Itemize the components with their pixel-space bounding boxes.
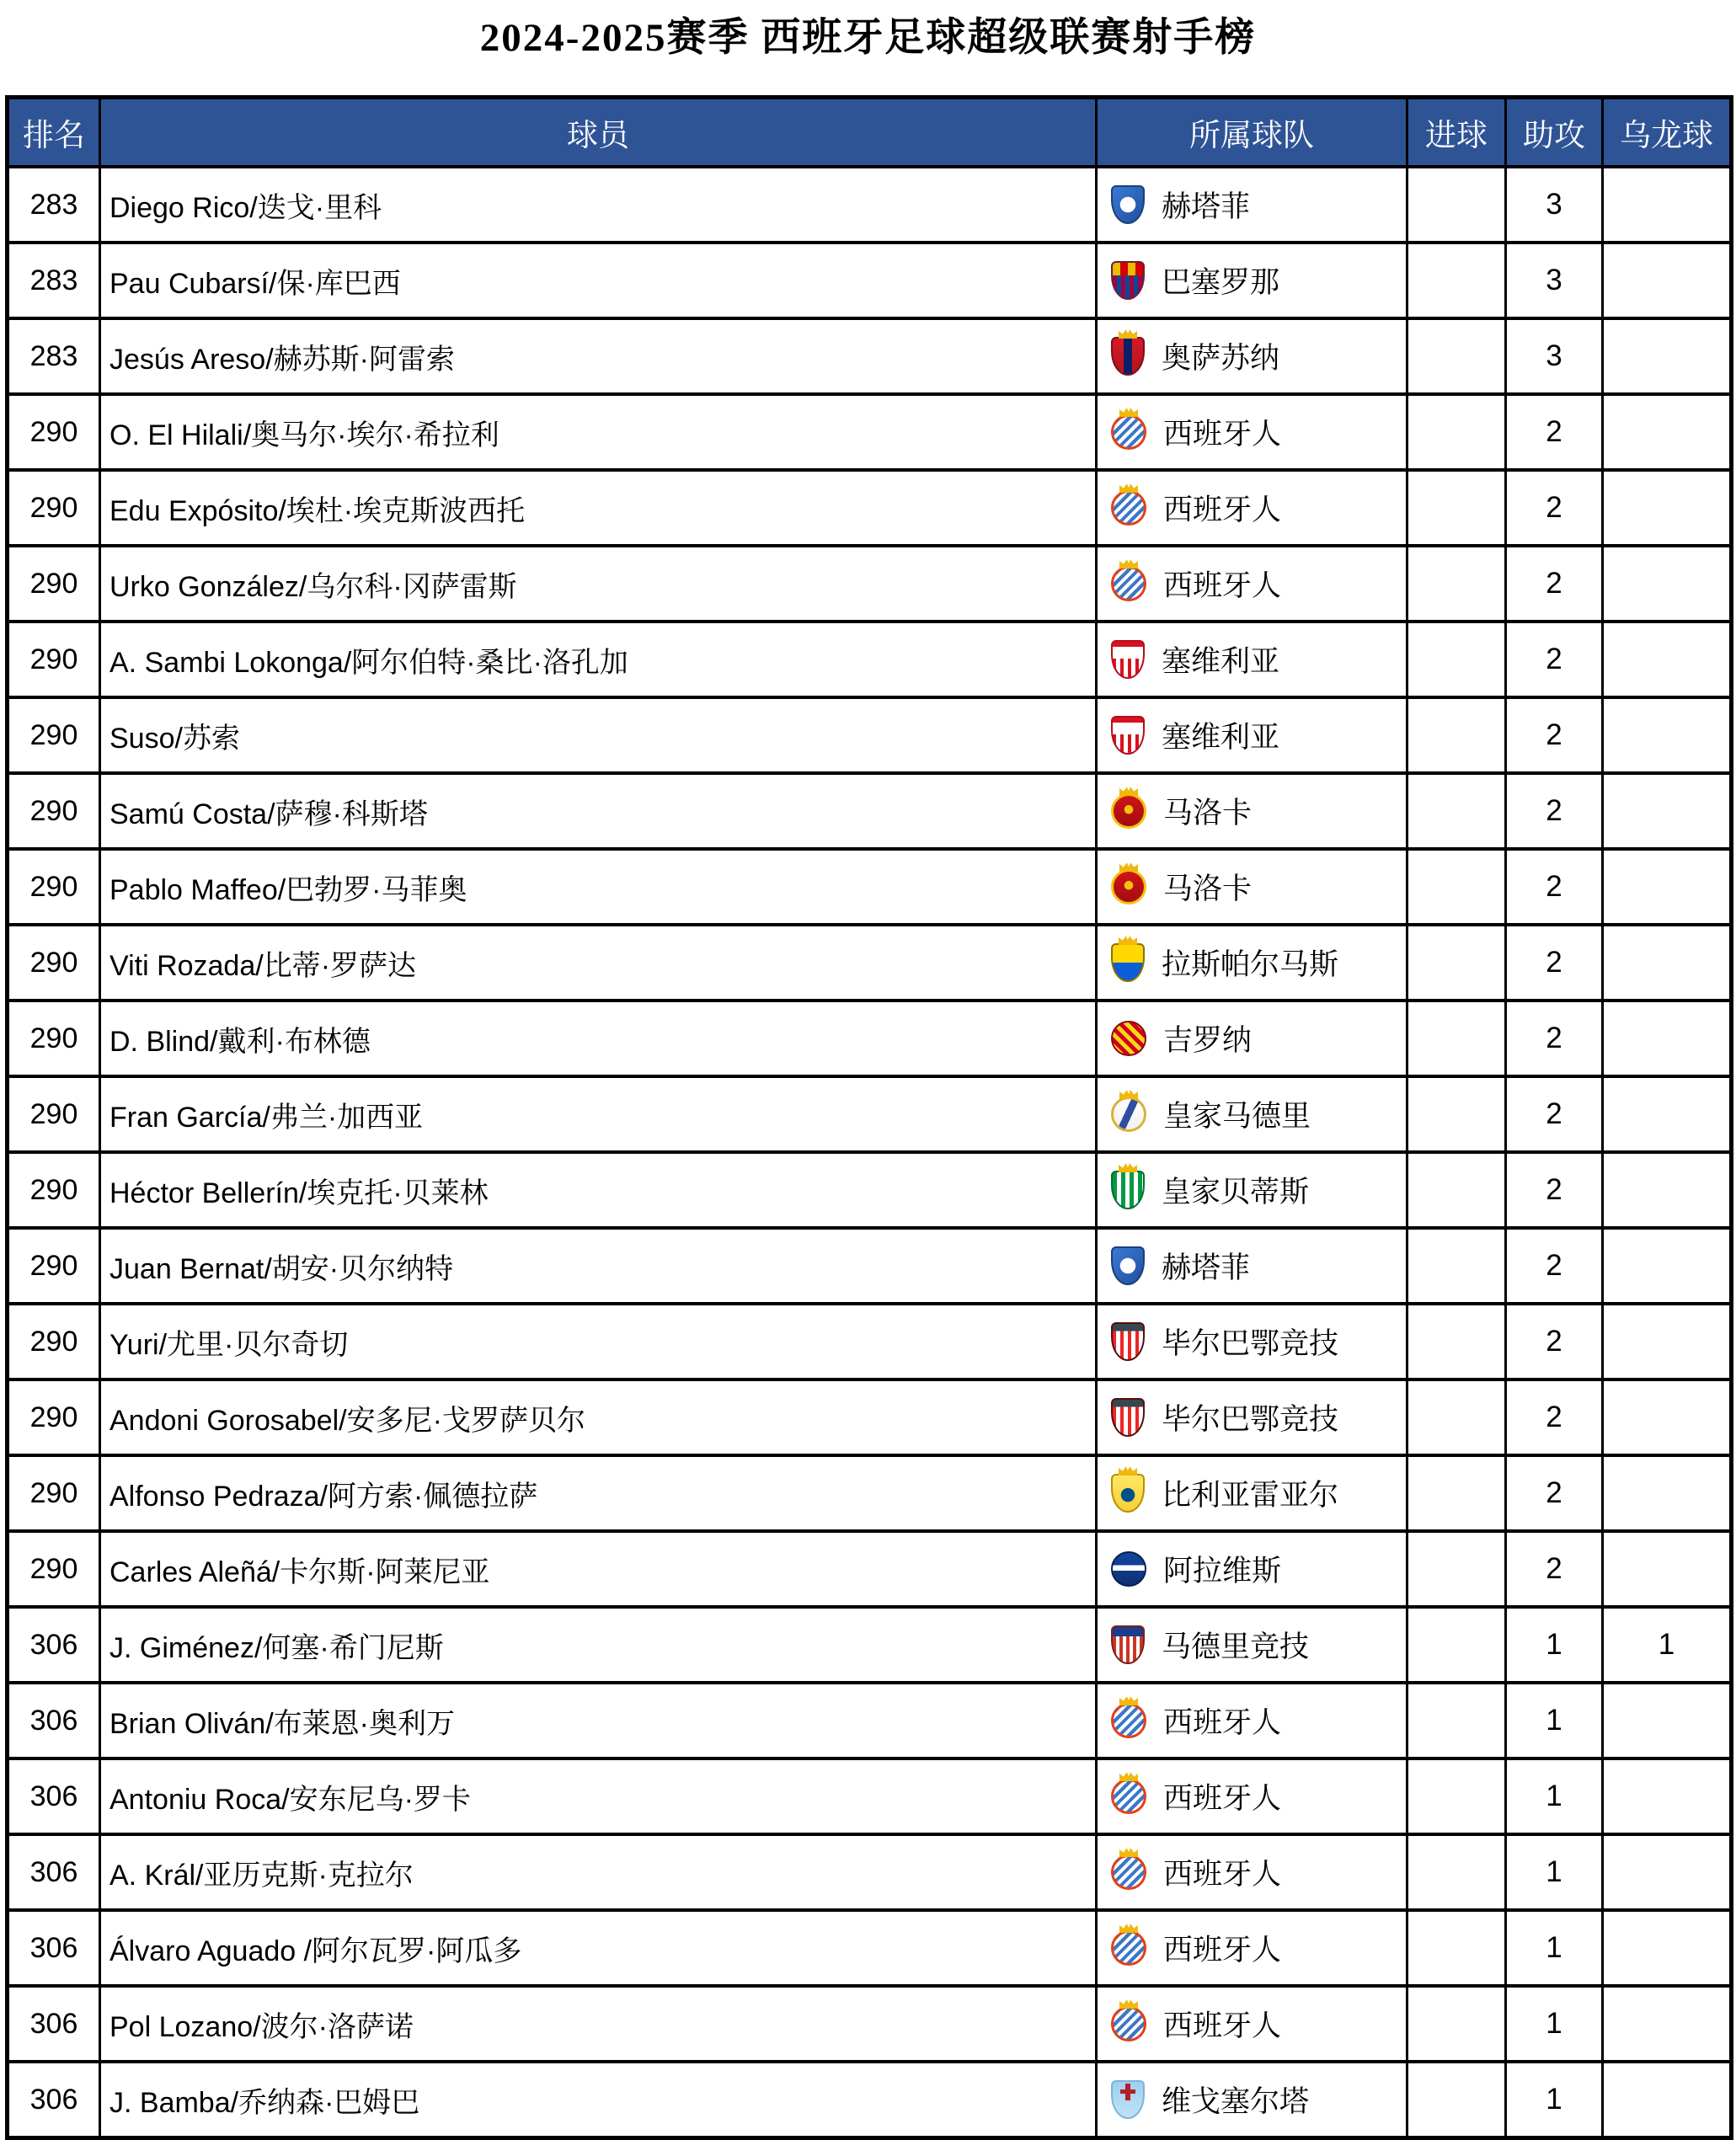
table-row: [8, 1304, 1732, 1380]
team-cell: [1097, 1683, 1407, 1758]
assists-cell: 1: [1506, 1910, 1603, 1986]
table-row: [8, 1910, 1732, 1986]
table-row: [8, 1455, 1732, 1531]
assists-cell: 2: [1506, 849, 1603, 925]
team-name: 维戈塞尔塔: [1162, 2085, 1310, 2118]
table-row: [8, 1986, 1732, 2062]
team-name: 西班牙人: [1163, 1934, 1282, 1967]
table-row: [8, 546, 1732, 622]
team-cell: [1097, 773, 1407, 849]
celta-badge-icon: [1111, 2080, 1145, 2119]
table-row: [8, 849, 1732, 925]
goals-cell: [1407, 925, 1506, 1001]
assists-cell: 1: [1506, 2062, 1603, 2138]
table-row: [8, 1834, 1732, 1910]
team-wrap: [1098, 942, 1406, 984]
team-cell: [1097, 1834, 1407, 1910]
goals-cell: [1407, 773, 1506, 849]
rank-cell: 306: [8, 1683, 100, 1758]
team-wrap: [1098, 259, 1406, 302]
goals-cell: [1407, 1986, 1506, 2062]
assists-cell: 2: [1506, 1531, 1603, 1607]
own-goals-cell: [1603, 622, 1732, 697]
team-cell: [1097, 2062, 1407, 2138]
player-cell: Andoni Gorosabel/安多尼·戈罗萨贝尔: [100, 1380, 1097, 1455]
rank-cell: 290: [8, 546, 100, 622]
team-cell: [1097, 1304, 1407, 1380]
team-wrap: [1098, 790, 1406, 832]
osasuna-badge-icon: [1111, 337, 1145, 376]
own-goals-cell: [1603, 1001, 1732, 1076]
crown-icon: [1119, 407, 1138, 417]
espanyol-badge-icon: [1111, 1703, 1146, 1738]
own-goals-cell: [1603, 1304, 1732, 1380]
team-cell: [1097, 167, 1407, 243]
player-cell: Antoniu Roca/安东尼乌·罗卡: [100, 1758, 1097, 1834]
rank-cell: 290: [8, 849, 100, 925]
own-goals-cell: [1603, 1380, 1732, 1455]
player-cell: Viti Rozada/比蒂·罗萨达: [100, 925, 1097, 1001]
table-row: [8, 1758, 1732, 1834]
rank-cell: 306: [8, 1607, 100, 1683]
sevilla-badge-icon: [1111, 640, 1145, 679]
mallorca-badge-icon: [1111, 869, 1146, 905]
team-cell: [1097, 318, 1407, 394]
team-wrap: [1098, 184, 1406, 226]
own-goals-cell: 1: [1603, 1607, 1732, 1683]
team-cell: [1097, 470, 1407, 546]
team-wrap: [1098, 1396, 1406, 1438]
player-cell: J. Giménez/何塞·希门尼斯: [100, 1607, 1097, 1683]
rank-cell: 306: [8, 2062, 100, 2138]
team-cell: [1097, 1228, 1407, 1304]
team-name: 西班牙人: [1163, 2009, 1282, 2042]
team-name: 马洛卡: [1163, 873, 1253, 905]
goals-cell: [1407, 1380, 1506, 1455]
rank-cell: 290: [8, 773, 100, 849]
team-name: 西班牙人: [1163, 569, 1282, 602]
rank-cell: 306: [8, 1910, 100, 1986]
header-player: 球员: [100, 98, 1097, 168]
getafe-badge-icon: [1111, 185, 1145, 224]
las-palmas-badge-icon: [1111, 943, 1145, 982]
player-cell: Héctor Bellerín/埃克托·贝莱林: [100, 1152, 1097, 1228]
own-goals-cell: [1603, 1076, 1732, 1152]
player-cell: Diego Rico/迭戈·里科: [100, 167, 1097, 243]
team-wrap: [1098, 335, 1406, 377]
crown-icon: [1119, 1847, 1138, 1857]
assists-cell: 2: [1506, 1152, 1603, 1228]
assists-cell: 2: [1506, 394, 1603, 470]
crown-icon: [1119, 1923, 1138, 1933]
table-row: [8, 925, 1732, 1001]
goals-cell: [1407, 167, 1506, 243]
team-cell: [1097, 1910, 1407, 1986]
assists-cell: 1: [1506, 1986, 1603, 2062]
crown-icon: [1119, 862, 1138, 872]
rank-cell: 283: [8, 167, 100, 243]
own-goals-cell: [1603, 1531, 1732, 1607]
team-name: 西班牙人: [1163, 1858, 1282, 1891]
team-wrap: [1098, 1472, 1406, 1514]
team-cell: [1097, 1531, 1407, 1607]
rank-cell: 290: [8, 394, 100, 470]
assists-cell: 2: [1506, 1001, 1603, 1076]
table-row: [8, 1380, 1732, 1455]
team-wrap: [1098, 1775, 1406, 1817]
own-goals-cell: [1603, 1228, 1732, 1304]
table-row: [8, 622, 1732, 697]
player-cell: Álvaro Aguado /阿尔瓦罗·阿瓜多: [100, 1910, 1097, 1986]
assists-cell: 2: [1506, 773, 1603, 849]
table-row: [8, 1607, 1732, 1683]
team-name: 赫塔菲: [1162, 1251, 1251, 1284]
team-wrap: [1098, 1321, 1406, 1363]
assists-cell: 1: [1506, 1607, 1603, 1683]
team-cell: [1097, 1986, 1407, 2062]
team-wrap: [1098, 2079, 1406, 2121]
girona-badge-icon: [1111, 1021, 1146, 1056]
team-wrap: [1098, 1093, 1406, 1135]
own-goals-cell: [1603, 773, 1732, 849]
team-cell: [1097, 1758, 1407, 1834]
barcelona-badge-icon: [1111, 261, 1145, 300]
goals-cell: [1407, 2062, 1506, 2138]
team-wrap: [1098, 1851, 1406, 1893]
real-madrid-badge-icon: [1111, 1097, 1146, 1132]
assists-cell: 2: [1506, 1228, 1603, 1304]
goals-cell: [1407, 1758, 1506, 1834]
rank-cell: 290: [8, 697, 100, 773]
player-cell: Jesús Areso/赫苏斯·阿雷索: [100, 318, 1097, 394]
table-row: [8, 1076, 1732, 1152]
team-wrap: [1098, 487, 1406, 529]
own-goals-cell: [1603, 925, 1732, 1001]
atletico-badge-icon: [1111, 1625, 1145, 1664]
goals-cell: [1407, 243, 1506, 318]
team-name: 毕尔巴鄂竞技: [1162, 1403, 1339, 1436]
goals-cell: [1407, 1228, 1506, 1304]
player-cell: Samú Costa/萨穆·科斯塔: [100, 773, 1097, 849]
team-cell: [1097, 546, 1407, 622]
team-wrap: [1098, 1017, 1406, 1059]
own-goals-cell: [1603, 697, 1732, 773]
table-row: [8, 1228, 1732, 1304]
goals-cell: [1407, 318, 1506, 394]
goals-cell: [1407, 1531, 1506, 1607]
athletic-badge-icon: [1111, 1398, 1145, 1437]
assists-cell: 1: [1506, 1683, 1603, 1758]
table-row: [8, 2062, 1732, 2138]
espanyol-badge-icon: [1111, 1854, 1146, 1890]
player-cell: Juan Bernat/胡安·贝尔纳特: [100, 1228, 1097, 1304]
team-cell: [1097, 1455, 1407, 1531]
scorers-table: [5, 95, 1733, 2140]
espanyol-badge-icon: [1111, 2006, 1146, 2041]
goals-cell: [1407, 1910, 1506, 1986]
team-wrap: [1098, 563, 1406, 605]
team-wrap: [1098, 638, 1406, 680]
page-title: 2024-2025赛季 西班牙足球超级联赛射手榜: [479, 16, 1257, 60]
header-row: [8, 98, 1732, 168]
rank-cell: 306: [8, 1758, 100, 1834]
team-name: 阿拉维斯: [1163, 1555, 1282, 1588]
team-cell: [1097, 1607, 1407, 1683]
team-cell: [1097, 1380, 1407, 1455]
table-row: [8, 318, 1732, 394]
assists-cell: 1: [1506, 1758, 1603, 1834]
espanyol-badge-icon: [1111, 1930, 1146, 1966]
espanyol-badge-icon: [1111, 1779, 1146, 1814]
assists-cell: 2: [1506, 546, 1603, 622]
team-name: 毕尔巴鄂竞技: [1162, 1327, 1339, 1360]
goals-cell: [1407, 1834, 1506, 1910]
crown-icon: [1119, 558, 1138, 568]
table-row: [8, 243, 1732, 318]
own-goals-cell: [1603, 1758, 1732, 1834]
team-name: 赫塔菲: [1162, 190, 1251, 223]
assists-cell: 2: [1506, 1380, 1603, 1455]
own-goals-cell: [1603, 470, 1732, 546]
betis-badge-icon: [1111, 1171, 1145, 1209]
goals-cell: [1407, 1001, 1506, 1076]
goals-cell: [1407, 546, 1506, 622]
crown-icon: [1119, 328, 1137, 339]
table-row: [8, 1152, 1732, 1228]
alaves-badge-icon: [1111, 1551, 1146, 1587]
villarreal-badge-icon: [1111, 1474, 1145, 1513]
rank-cell: 290: [8, 470, 100, 546]
team-name: 吉罗纳: [1163, 1024, 1253, 1057]
team-name: 皇家贝蒂斯: [1162, 1176, 1310, 1209]
own-goals-cell: [1603, 1455, 1732, 1531]
team-name: 塞维利亚: [1162, 645, 1280, 678]
player-cell: Pau Cubarsí/保·库巴西: [100, 243, 1097, 318]
team-name: 皇家马德里: [1163, 1100, 1311, 1133]
team-wrap: [1098, 1700, 1406, 1742]
rank-cell: 290: [8, 1152, 100, 1228]
assists-cell: 2: [1506, 697, 1603, 773]
getafe-badge-icon: [1111, 1246, 1145, 1285]
player-cell: Pablo Maffeo/巴勃罗·马菲奥: [100, 849, 1097, 925]
player-cell: Carles Aleñá/卡尔斯·阿莱尼亚: [100, 1531, 1097, 1607]
team-cell: [1097, 243, 1407, 318]
rank-cell: 290: [8, 1455, 100, 1531]
own-goals-cell: [1603, 1834, 1732, 1910]
crown-icon: [1119, 1695, 1138, 1705]
team-name: 比利亚雷亚尔: [1162, 1479, 1339, 1512]
rank-cell: 290: [8, 1076, 100, 1152]
assists-cell: 2: [1506, 1304, 1603, 1380]
own-goals-cell: [1603, 1683, 1732, 1758]
own-goals-cell: [1603, 318, 1732, 394]
mallorca-badge-icon: [1111, 793, 1146, 829]
rank-cell: 290: [8, 1380, 100, 1455]
team-name: 巴塞罗那: [1162, 266, 1280, 299]
player-cell: A. Sambi Lokonga/阿尔伯特·桑比·洛孔加: [100, 622, 1097, 697]
team-cell: [1097, 925, 1407, 1001]
rank-cell: 306: [8, 1986, 100, 2062]
player-cell: O. El Hilali/奥马尔·埃尔·希拉利: [100, 394, 1097, 470]
goals-cell: [1407, 1152, 1506, 1228]
player-cell: A. Král/亚历克斯·克拉尔: [100, 1834, 1097, 1910]
table-row: [8, 167, 1732, 243]
crown-icon: [1119, 483, 1138, 493]
crown-icon: [1119, 935, 1137, 945]
player-cell: Brian Oliván/布莱恩·奥利万: [100, 1683, 1097, 1758]
team-name: 西班牙人: [1163, 1782, 1282, 1815]
player-cell: Pol Lozano/波尔·洛萨诺: [100, 1986, 1097, 2062]
team-name: 西班牙人: [1163, 418, 1282, 451]
own-goals-cell: [1603, 167, 1732, 243]
goals-cell: [1407, 622, 1506, 697]
player-cell: Yuri/尤里·贝尔奇切: [100, 1304, 1097, 1380]
player-cell: Edu Expósito/埃杜·埃克斯波西托: [100, 470, 1097, 546]
team-wrap: [1098, 1927, 1406, 1969]
player-cell: Fran García/弗兰·加西亚: [100, 1076, 1097, 1152]
assists-cell: 2: [1506, 622, 1603, 697]
rank-cell: 290: [8, 1531, 100, 1607]
espanyol-badge-icon: [1111, 490, 1146, 526]
header-assists: 助攻: [1506, 98, 1603, 168]
goals-cell: [1407, 1607, 1506, 1683]
assists-cell: 2: [1506, 925, 1603, 1001]
header-own-goals: 乌龙球: [1603, 98, 1732, 168]
team-name: 西班牙人: [1163, 494, 1282, 526]
team-name: 马洛卡: [1163, 797, 1253, 830]
assists-cell: 2: [1506, 1076, 1603, 1152]
table-row: [8, 773, 1732, 849]
team-wrap: [1098, 1245, 1406, 1287]
team-wrap: [1098, 1169, 1406, 1211]
player-cell: Suso/苏索: [100, 697, 1097, 773]
rank-cell: 290: [8, 925, 100, 1001]
own-goals-cell: [1603, 1152, 1732, 1228]
team-name: 塞维利亚: [1162, 721, 1280, 754]
assists-cell: 1: [1506, 1834, 1603, 1910]
own-goals-cell: [1603, 546, 1732, 622]
table-row: [8, 1683, 1732, 1758]
team-cell: [1097, 394, 1407, 470]
own-goals-cell: [1603, 1986, 1732, 2062]
team-wrap: [1098, 1548, 1406, 1590]
player-cell: J. Bamba/乔纳森·巴姆巴: [100, 2062, 1097, 2138]
team-cell: [1097, 849, 1407, 925]
goals-cell: [1407, 1683, 1506, 1758]
crown-icon: [1119, 1089, 1138, 1099]
team-name: 拉斯帕尔马斯: [1162, 948, 1339, 981]
header-team: 所属球队: [1097, 98, 1407, 168]
assists-cell: 3: [1506, 167, 1603, 243]
header-goals: 进球: [1407, 98, 1506, 168]
table-row: [8, 470, 1732, 546]
own-goals-cell: [1603, 1910, 1732, 1986]
team-cell: [1097, 1152, 1407, 1228]
rank-cell: 306: [8, 1834, 100, 1910]
assists-cell: 2: [1506, 470, 1603, 546]
team-cell: [1097, 622, 1407, 697]
assists-cell: 2: [1506, 1455, 1603, 1531]
athletic-badge-icon: [1111, 1322, 1145, 1361]
team-wrap: [1098, 866, 1406, 908]
team-wrap: [1098, 1624, 1406, 1666]
espanyol-badge-icon: [1111, 566, 1146, 601]
player-cell: D. Blind/戴利·布林德: [100, 1001, 1097, 1076]
team-name: 西班牙人: [1163, 1706, 1282, 1739]
team-wrap: [1098, 411, 1406, 453]
player-cell: Urko González/乌尔科·冈萨雷斯: [100, 546, 1097, 622]
goals-cell: [1407, 697, 1506, 773]
crown-icon: [1119, 786, 1138, 796]
own-goals-cell: [1603, 2062, 1732, 2138]
goals-cell: [1407, 470, 1506, 546]
crown-icon: [1119, 1771, 1138, 1781]
table-row: [8, 1531, 1732, 1607]
player-cell: Alfonso Pedraza/阿方索·佩德拉萨: [100, 1455, 1097, 1531]
rank-cell: 283: [8, 318, 100, 394]
sevilla-badge-icon: [1111, 716, 1145, 755]
team-cell: [1097, 697, 1407, 773]
team-wrap: [1098, 714, 1406, 756]
goals-cell: [1407, 1076, 1506, 1152]
own-goals-cell: [1603, 849, 1732, 925]
team-name: 马德里竞技: [1162, 1630, 1310, 1663]
rank-cell: 290: [8, 1001, 100, 1076]
goals-cell: [1407, 849, 1506, 925]
rank-cell: 283: [8, 243, 100, 318]
goals-cell: [1407, 1304, 1506, 1380]
table-row: [8, 394, 1732, 470]
table-row: [8, 697, 1732, 773]
assists-cell: 3: [1506, 243, 1603, 318]
team-wrap: [1098, 2003, 1406, 2045]
rank-cell: 290: [8, 1228, 100, 1304]
team-name: 奥萨苏纳: [1162, 342, 1280, 375]
rank-cell: 290: [8, 622, 100, 697]
table-row: [8, 1001, 1732, 1076]
crown-icon: [1119, 1162, 1137, 1172]
crown-icon: [1119, 1999, 1138, 2009]
espanyol-badge-icon: [1111, 414, 1146, 450]
goals-cell: [1407, 394, 1506, 470]
rank-cell: 290: [8, 1304, 100, 1380]
team-cell: [1097, 1076, 1407, 1152]
crown-icon: [1119, 1465, 1137, 1476]
own-goals-cell: [1603, 394, 1732, 470]
goals-cell: [1407, 1455, 1506, 1531]
team-cell: [1097, 1001, 1407, 1076]
own-goals-cell: [1603, 243, 1732, 318]
header-rank: 排名: [8, 98, 100, 168]
assists-cell: 3: [1506, 318, 1603, 394]
